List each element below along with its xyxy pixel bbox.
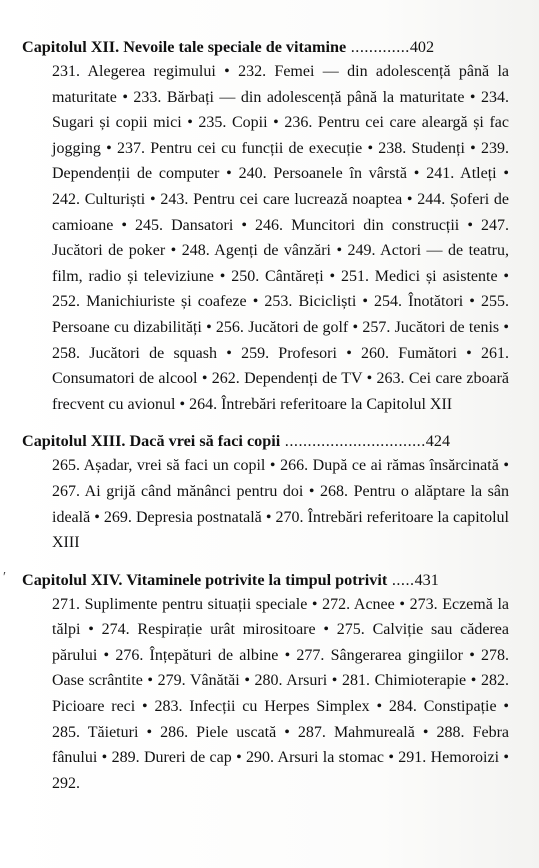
section-list: 265. Așadar, vrei să faci un copil • 266. După ce ai rămas însărcinată • 267. Ai grijă când mănânci pentru doi • 268. Pentru o alăptare la sân ideală • 269. Depresia postnatală • 270. Întrebări referitoare la capitolul XIII bbox=[52, 457, 509, 552]
chapter-title: Capitolul XII. Nevoile tale speciale de vitamine bbox=[22, 38, 347, 56]
dot-leader: ............................... bbox=[280, 432, 426, 451]
chapter-heading bbox=[22, 430, 509, 453]
margin-pencil-mark: ′ bbox=[3, 570, 7, 585]
chapter-xiv-entry bbox=[22, 569, 509, 797]
page-number: 424 bbox=[425, 432, 451, 451]
page-number: 402 bbox=[409, 38, 435, 56]
chapter-heading bbox=[22, 36, 509, 59]
page-number: 431 bbox=[414, 570, 439, 589]
dot-leader: ..... bbox=[387, 570, 415, 589]
section-list: 231. Alegerea regimului • 232. Femei — din adolescență până la maturitate • 233. Bărbați — din adolescență până la maturitate • 234. Sugari și copii mici • 235. Copii • 236. Pentru cei care aleargă și fac jogging • 237. Pentru cei cu funcții de execuție • 238. Studenți • 239. Dependenții de computer • 240. Persoanele în vârstă • 241. Atleți • 242. Culturiști • 243. Pentru cei care lucrează noaptea • 244. Șoferi de camioane • 245. Dansatori • 246. Muncitori din construcții • 247. Jucători de poker • 248. Agenți de vânzări • 249. Actori — de teatru, film, radio și televiziune • 250. Cântăreți • 251. Medici și asistente • 252. Manichiuriste și coafeze • 253. Bicicliști • 254. Înotători • 255. Persoane cu dizabilități • 256. Jucători de golf • 257. Jucători de tenis • 258. Jucători de squash • 259. Profesori • 260. Fumători • 261. Consumatori de alcool • 262. Dependenți de TV • 263. Cei care zboară frecvent cu avionul • 264. Întrebări referitoare la Capitolul XII bbox=[52, 63, 509, 413]
chapter-xiii-entry bbox=[22, 430, 509, 555]
chapter-title: Capitolul XIII. Dacă vrei să faci copii bbox=[22, 432, 281, 451]
dot-leader: ............. bbox=[346, 38, 410, 56]
chapter-title: Capitolul XIV. Vitaminele potrivite la timpul potrivit bbox=[22, 570, 388, 589]
chapter-heading bbox=[22, 569, 509, 592]
chapter-xii-entry bbox=[22, 36, 509, 417]
section-list: 271. Suplimente pentru situații speciale • 272. Acnee • 273. Eczemă la tălpi • 274. Respirație urât mirositoare • 275. Calviție sau căderea părului • 276. Înțepături de albine • 277. Sângerarea gingiilor • 278. Oase scrântite • 279. Vânătăi • 280. Arsuri • 281. Chimioterapie • 282. Picioare reci • 283. Infecții cu Herpes Simplex • 284. Constipație • 285. Tăieturi • 286. Piele uscată • 287. Mahmureală • 288. Febra fânului • 289. Dureri de cap • 290. Arsuri la stomac • 291. Hemoroizi • 292. bbox=[52, 595, 509, 792]
